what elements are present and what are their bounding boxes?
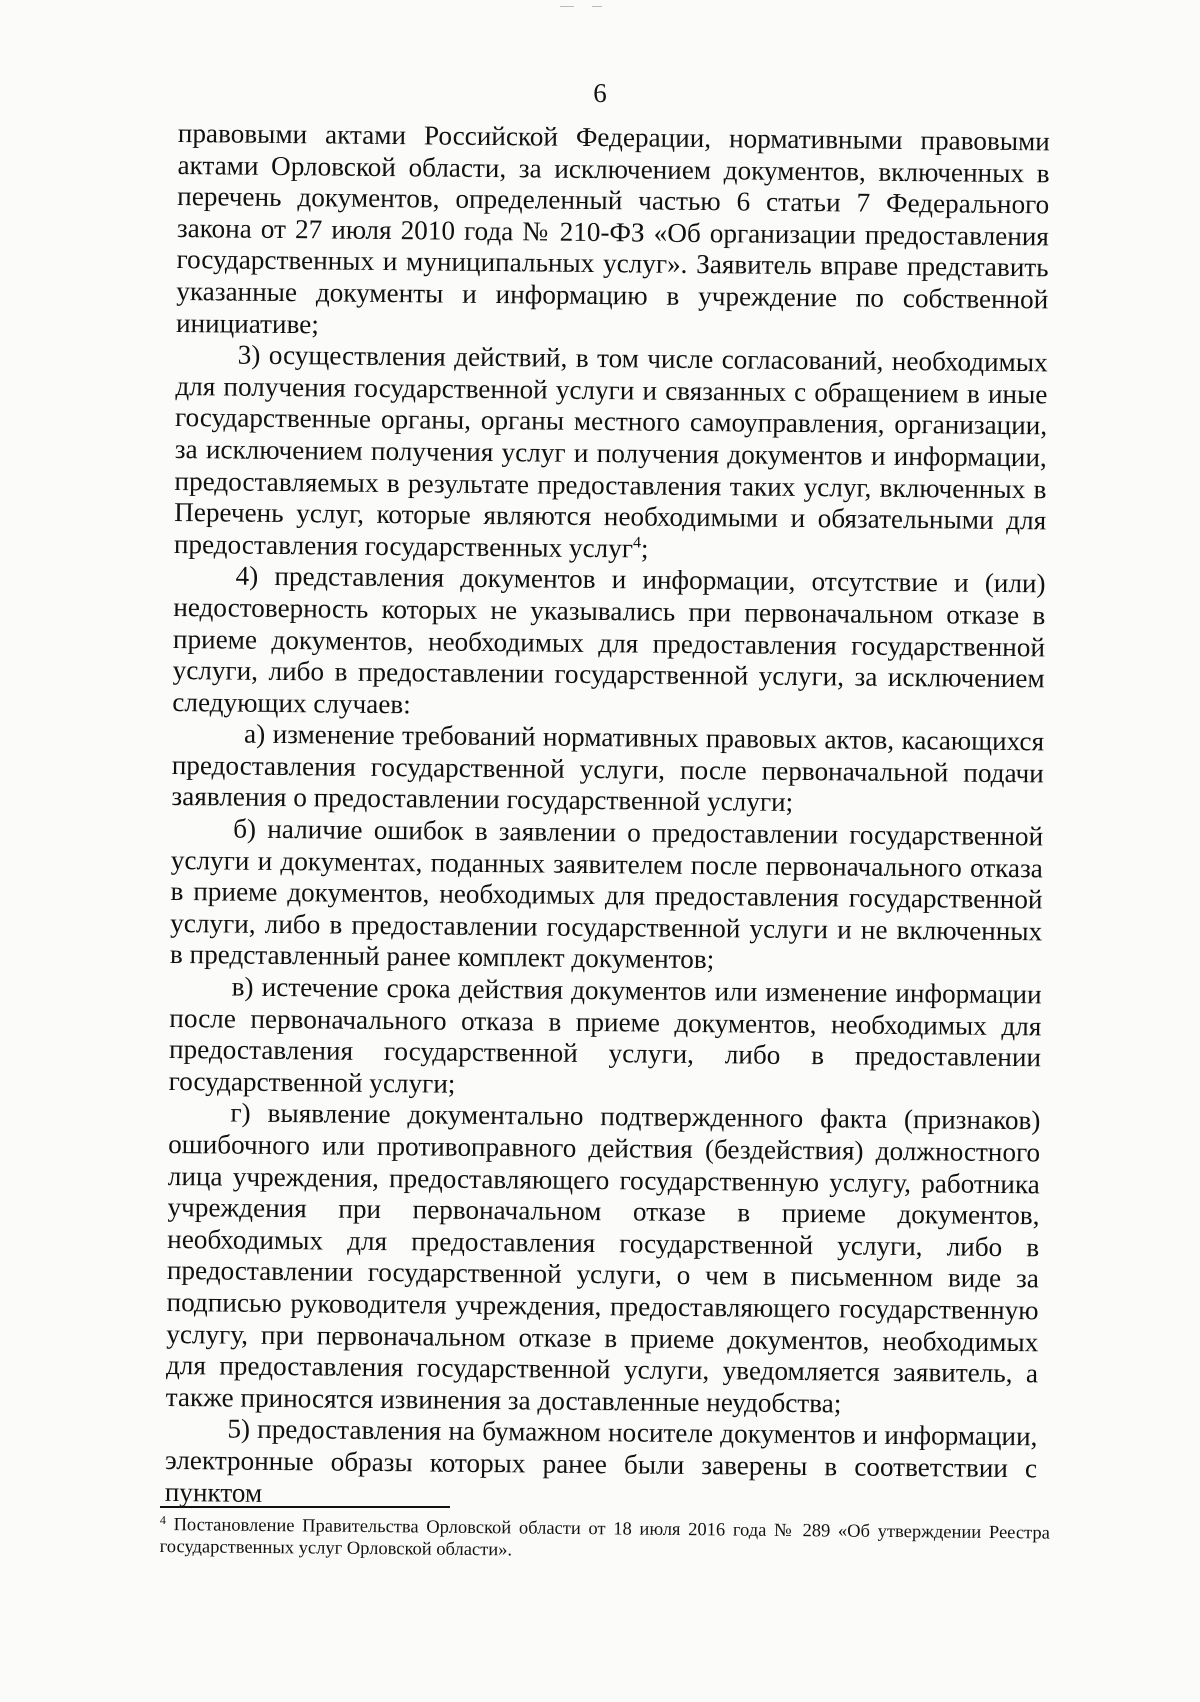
paragraph-text: 4) представления документов и информации, отсутствие и (или) недостоверность которых не указывались при первоначальном отказе в приеме документов, необходимых для предоставления государственной услуги, либо в предоставлении государственной услуги, за исключением следующих случаев: (172, 560, 1046, 719)
paragraph-text: б) наличие ошибок в заявлении о предоставлении государственной услуги и документах, поданных заявителем после первоначального отказа в приеме документов, необходимых для предоставления государственной услуги, либо в предоставлении государственной услуги и не включенных в представленный ранее комплект документов; (169, 813, 1044, 975)
body-text (165, 118, 1050, 1516)
paragraph-text: 3) осуществления действий, в том числе согласований, необходимых для получения государственной услуги и связанных с обращением в иные государственные органы, органы местного самоуправления, организации, за исключением получения услуг и получения документов и информации, предоставляемых в результате предоставления таких услуг, включенных в Перечень услуг, которые являются необходимыми и обязательными для предоставления государственных услуг (173, 339, 1048, 564)
paragraph-subitem-v (169, 971, 1042, 1106)
paragraph-continuation (176, 118, 1050, 348)
scan-artifact (560, 6, 574, 7)
paragraph-subitem-g (166, 1097, 1041, 1421)
footnote (160, 1514, 1050, 1567)
paragraph-text: правовыми актами Российской Федерации, нормативными правовыми актами Орловской области, за исключением документов, включенных в перечень документов, определенный частью 6 статьи 7 Федерального закона от 27 июля 2010 года № 210-ФЗ «Об организации предоставления государственных и муниципальных услуг». Заявитель вправе представить указанные документы и информацию в учреждение по собственной инициативе; (175, 118, 1050, 339)
paragraph-subitem-b (170, 813, 1043, 979)
paragraph-text-tail: ; (640, 533, 649, 564)
paragraph-item-4 (172, 560, 1045, 726)
footnote-number: 4 (159, 1513, 167, 1528)
paragraph-text: а) изменение требований нормативных правовых актов, касающихся предоставления государственной услуги, после первоначальной подачи заявления о предоставлении государственной услуги; (171, 718, 1045, 818)
paragraph-item-5 (165, 1413, 1038, 1516)
paragraph-text: 5) предоставления на бумажном носителе документов и информации, электронные образы которых ранее были заверены в соответствии с пунктом (164, 1413, 1038, 1508)
scan-artifact (592, 6, 602, 7)
paragraph-text: в) истечение срока действия документов или изменение информации после первоначального отказа в приеме документов, необходимых для предоставления государственной услуги, либо в предоставлении государственной услуги; (168, 971, 1042, 1099)
footnote-text: Постановление Правительства Орловской области от 18 июля 2016 года № 289 «Об утверждении Реестра государственных услуг Орловской области». (159, 1515, 1050, 1561)
paragraph-item-3 (174, 339, 1048, 569)
footnote-divider (160, 1506, 450, 1508)
footnote-reference: 4 (632, 534, 642, 552)
paragraph-text: г) выявление документально подтвержденного факта (признаков) ошибочного или противоправного действия (бездействия) должностного лица учреждения, предоставляющего государственную услугу, работника учреждения при первоначальном отказе в приеме документов, необходимых для предоставления государственной услуги, либо в предоставлении государственной услуги, о чем в письменном виде за подписью руководителя учреждения, предоставляющего государственную услугу, при первоначальном отказе в приеме документов, необходимых для предоставления государственной услуги, уведомляется заявитель, а также приносятся извинения за доставленные неудобства; (165, 1097, 1041, 1419)
paragraph-subitem-a (171, 718, 1044, 821)
page-number: 6 (593, 78, 607, 108)
